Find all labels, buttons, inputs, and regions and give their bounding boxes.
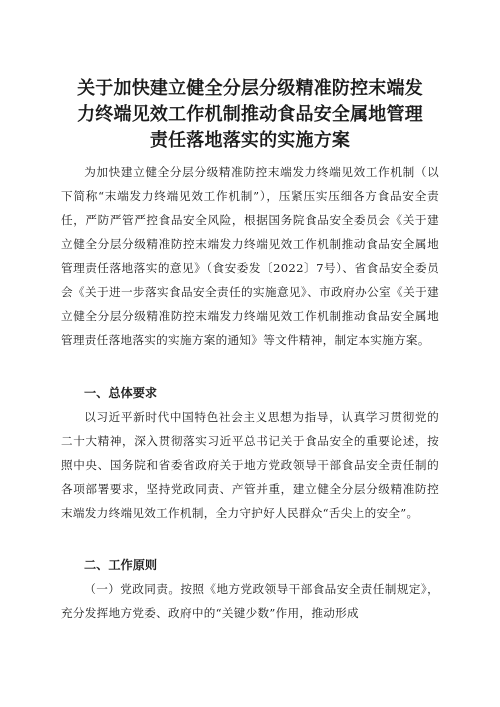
title-line-3: 责任落地落实的实施方案: [149, 130, 351, 151]
section-heading-work-principles: 二、工作原则: [84, 558, 158, 572]
title-line-2: 力终端见效工作机制推动食品安全属地管理: [77, 104, 423, 125]
section-heading-general-requirements: 一、总体要求: [84, 386, 158, 400]
document-title: [60, 76, 440, 154]
general-requirements-paragraph: 以习近平新时代中国特色社会主义思想为指导，认真学习贯彻党的二十大精神，深入贯彻落实习近平总书记关于食品安全的重要论述，按照中央、国务院和省委省政府关于地方党政领导干部食品安全责任制的各项部署要求，坚持党政同责、产管并重，建立健全分层分级精准防控末端发力终端见效工作机制，全力守护好人民群众“舌尖上的安全”。: [61, 410, 439, 520]
principle-item-1-paragraph: （一）党政同责。按照《地方党政领导干部食品安全责任制规定》，充分发挥地方党委、政府中的“关键少数”作用，推动形成: [61, 582, 439, 620]
title-line-1: 关于加快建立健全分层分级精准防控末端发: [77, 78, 423, 99]
intro-paragraph: 为加快建立健全分层分级精准防控末端发力终端见效工作机制（以下简称“末端发力终端见效工作机制”），压紧压实压细各方食品安全责任，严防严管严控食品安全风险，根据国务院食品安全委员会《关于建立健全分层分级精准防控末端发力终端见效工作机制推动食品安全属地管理责任落地落实的意见》（食安委发〔2022〕7号）、省食品安全委员会《关于进一步落实食品安全责任的实施意见》、市政府办公室《关于建立健全分层分级精准防控末端发力终端见效工作机制推动食品安全属地管理责任落地落实的实施方案的通知》等文件精神，制定本实施方案。: [61, 165, 439, 347]
